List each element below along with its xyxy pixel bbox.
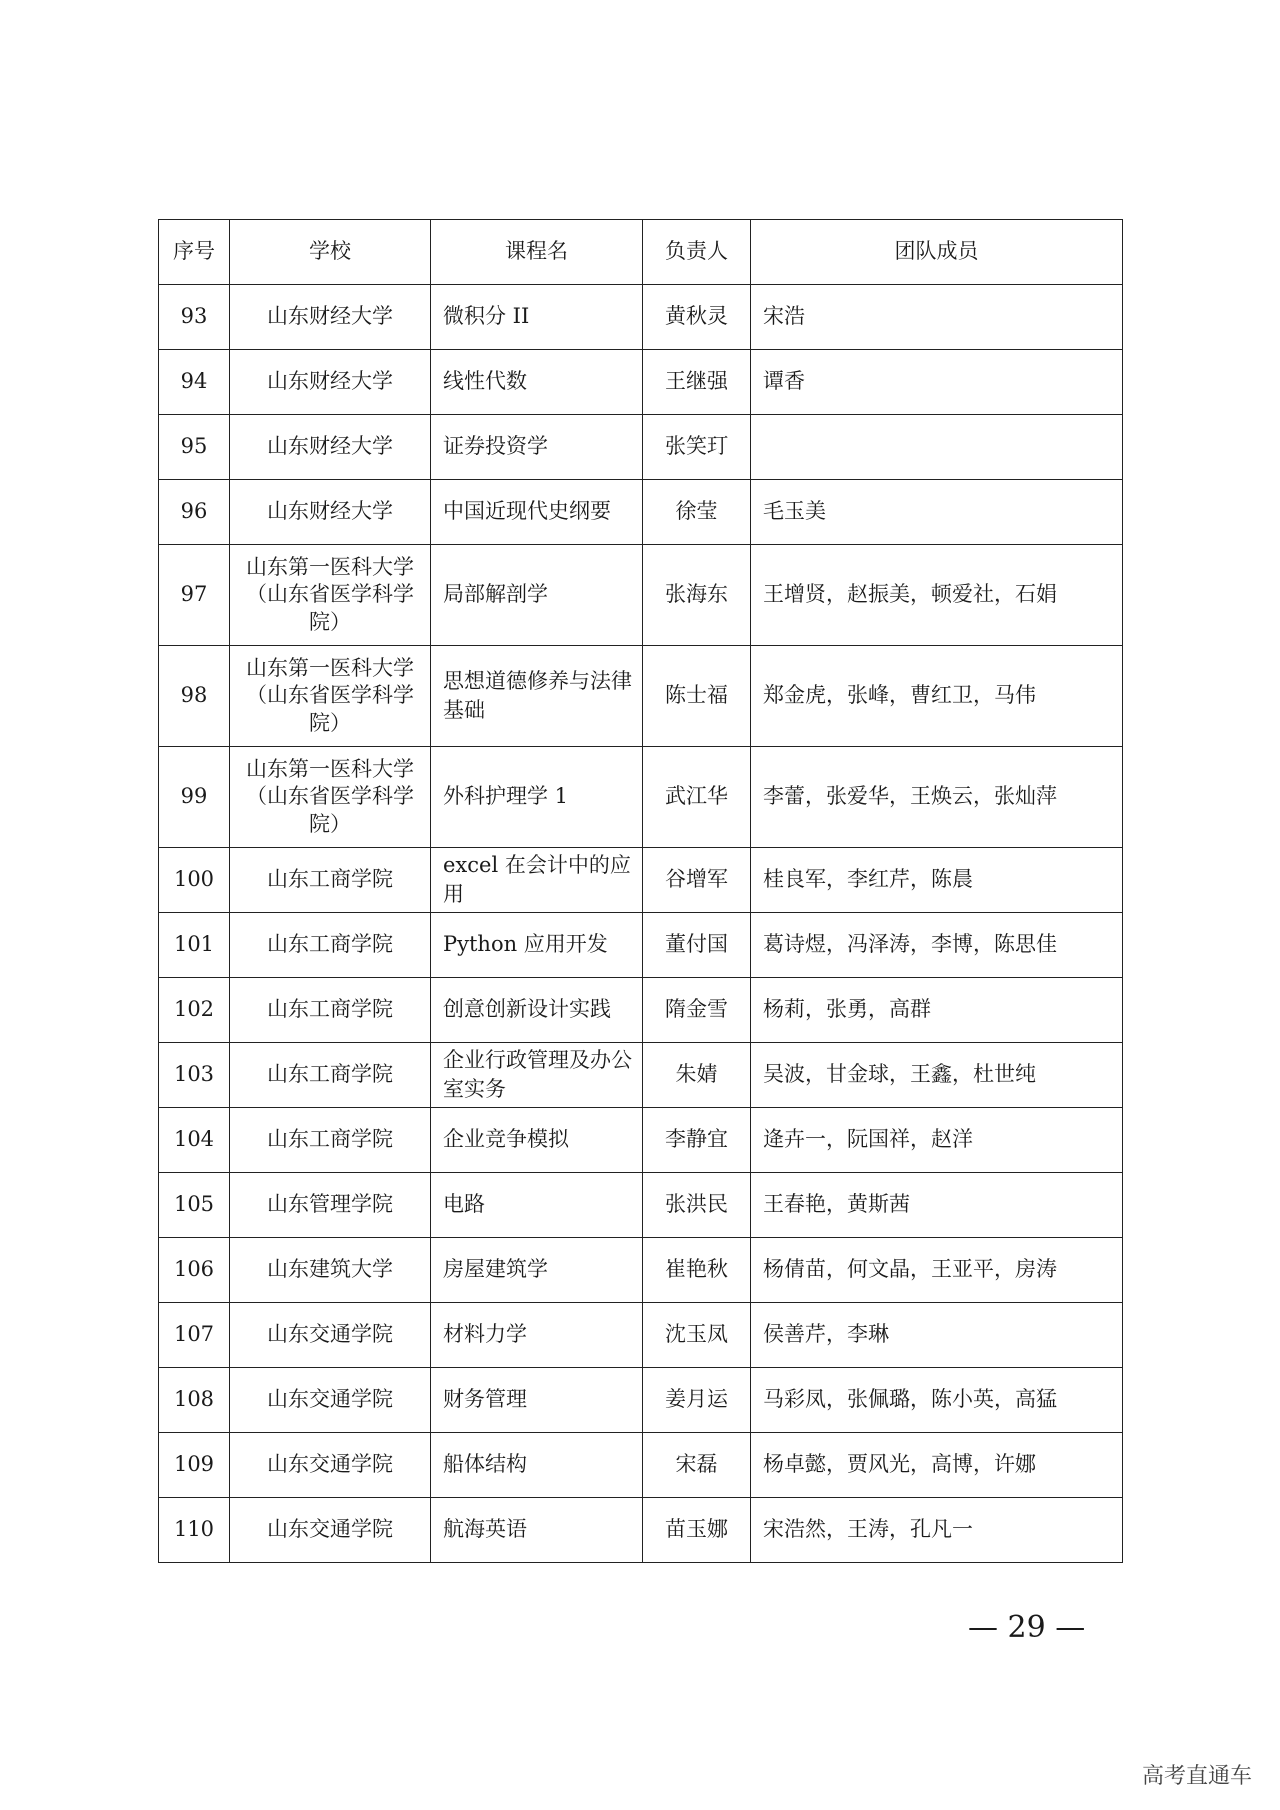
cell-course: 船体结构 xyxy=(431,1433,643,1498)
cell-leader: 姜月运 xyxy=(643,1368,751,1433)
cell-no: 103 xyxy=(159,1043,230,1108)
cell-course: 企业行政管理及办公室实务 xyxy=(431,1043,643,1108)
cell-members: 逄卉一，阮国祥，赵洋 xyxy=(751,1108,1123,1173)
cell-members: 杨莉，张勇，高群 xyxy=(751,978,1123,1043)
cell-members: 毛玉美 xyxy=(751,480,1123,545)
cell-leader: 苗玉娜 xyxy=(643,1498,751,1563)
cell-leader: 李静宜 xyxy=(643,1108,751,1173)
header-school: 学校 xyxy=(230,220,431,285)
cell-no: 106 xyxy=(159,1238,230,1303)
cell-leader: 谷增军 xyxy=(643,848,751,913)
cell-no: 107 xyxy=(159,1303,230,1368)
cell-leader: 董付国 xyxy=(643,913,751,978)
cell-school: 山东建筑大学 xyxy=(230,1238,431,1303)
cell-school: 山东管理学院 xyxy=(230,1173,431,1238)
cell-no: 93 xyxy=(159,285,230,350)
cell-course: Python 应用开发 xyxy=(431,913,643,978)
table-row xyxy=(159,480,1123,545)
cell-no: 99 xyxy=(159,747,230,848)
cell-leader: 张笑玎 xyxy=(643,415,751,480)
cell-no: 96 xyxy=(159,480,230,545)
cell-members: 桂良军，李红芹，陈晨 xyxy=(751,848,1123,913)
cell-leader: 陈士福 xyxy=(643,646,751,747)
header-course: 课程名 xyxy=(431,220,643,285)
cell-school: 山东工商学院 xyxy=(230,1108,431,1173)
cell-no: 101 xyxy=(159,913,230,978)
cell-leader: 隋金雪 xyxy=(643,978,751,1043)
cell-members: 吴波，甘金球，王鑫，杜世纯 xyxy=(751,1043,1123,1108)
table-row xyxy=(159,1433,1123,1498)
table-row xyxy=(159,913,1123,978)
cell-school: 山东交通学院 xyxy=(230,1433,431,1498)
cell-course: 中国近现代史纲要 xyxy=(431,480,643,545)
header-members: 团队成员 xyxy=(751,220,1123,285)
cell-school: 山东交通学院 xyxy=(230,1303,431,1368)
table-row xyxy=(159,747,1123,848)
cell-course: 电路 xyxy=(431,1173,643,1238)
table-row xyxy=(159,646,1123,747)
cell-course: 思想道德修养与法律基础 xyxy=(431,646,643,747)
table-row xyxy=(159,1303,1123,1368)
cell-members: 宋浩 xyxy=(751,285,1123,350)
cell-leader: 朱婧 xyxy=(643,1043,751,1108)
cell-leader: 武江华 xyxy=(643,747,751,848)
cell-members: 谭香 xyxy=(751,350,1123,415)
cell-school: 山东工商学院 xyxy=(230,913,431,978)
table-row xyxy=(159,978,1123,1043)
cell-course: 证券投资学 xyxy=(431,415,643,480)
cell-members: 王增贤，赵振美，顿爱社，石娟 xyxy=(751,545,1123,646)
cell-members: 杨倩苗，何文晶，王亚平，房涛 xyxy=(751,1238,1123,1303)
cell-leader: 崔艳秋 xyxy=(643,1238,751,1303)
cell-school: 山东工商学院 xyxy=(230,1043,431,1108)
cell-leader: 徐莹 xyxy=(643,480,751,545)
cell-no: 108 xyxy=(159,1368,230,1433)
cell-course: 微积分 II xyxy=(431,285,643,350)
cell-no: 94 xyxy=(159,350,230,415)
cell-members xyxy=(751,415,1123,480)
cell-course: 财务管理 xyxy=(431,1368,643,1433)
cell-school: 山东财经大学 xyxy=(230,350,431,415)
cell-no: 95 xyxy=(159,415,230,480)
cell-members: 葛诗煜，冯泽涛，李博，陈思佳 xyxy=(751,913,1123,978)
cell-school: 山东第一医科大学（山东省医学科学院） xyxy=(230,646,431,747)
table-row xyxy=(159,1173,1123,1238)
cell-course: excel 在会计中的应用 xyxy=(431,848,643,913)
table-row xyxy=(159,1368,1123,1433)
cell-no: 104 xyxy=(159,1108,230,1173)
table-row xyxy=(159,285,1123,350)
cell-school: 山东工商学院 xyxy=(230,978,431,1043)
table-row xyxy=(159,1108,1123,1173)
cell-no: 110 xyxy=(159,1498,230,1563)
cell-leader: 张海东 xyxy=(643,545,751,646)
cell-members: 王春艳，黄斯茜 xyxy=(751,1173,1123,1238)
cell-course: 局部解剖学 xyxy=(431,545,643,646)
cell-leader: 王继强 xyxy=(643,350,751,415)
cell-leader: 宋磊 xyxy=(643,1433,751,1498)
cell-no: 97 xyxy=(159,545,230,646)
cell-members: 马彩凤，张佩璐，陈小英，高猛 xyxy=(751,1368,1123,1433)
cell-members: 李蕾，张爱华，王焕云，张灿萍 xyxy=(751,747,1123,848)
cell-school: 山东财经大学 xyxy=(230,285,431,350)
cell-course: 航海英语 xyxy=(431,1498,643,1563)
table-row xyxy=(159,1043,1123,1108)
table-row xyxy=(159,545,1123,646)
cell-no: 102 xyxy=(159,978,230,1043)
course-table xyxy=(158,219,1123,1563)
watermark: 高考直通车 xyxy=(1141,1764,1252,1789)
cell-course: 房屋建筑学 xyxy=(431,1238,643,1303)
header-row xyxy=(159,220,1123,285)
cell-leader: 沈玉凤 xyxy=(643,1303,751,1368)
table-row xyxy=(159,350,1123,415)
cell-course: 创意创新设计实践 xyxy=(431,978,643,1043)
header-no: 序号 xyxy=(159,220,230,285)
cell-school: 山东第一医科大学（山东省医学科学院） xyxy=(230,545,431,646)
cell-school: 山东财经大学 xyxy=(230,415,431,480)
cell-no: 105 xyxy=(159,1173,230,1238)
cell-course: 材料力学 xyxy=(431,1303,643,1368)
cell-course: 企业竞争模拟 xyxy=(431,1108,643,1173)
table-row xyxy=(159,1498,1123,1563)
cell-no: 100 xyxy=(159,848,230,913)
cell-no: 98 xyxy=(159,646,230,747)
cell-leader: 张洪民 xyxy=(643,1173,751,1238)
cell-school: 山东交通学院 xyxy=(230,1368,431,1433)
cell-members: 宋浩然，王涛，孔凡一 xyxy=(751,1498,1123,1563)
cell-leader: 黄秋灵 xyxy=(643,285,751,350)
table-row xyxy=(159,415,1123,480)
header-leader: 负责人 xyxy=(643,220,751,285)
cell-school: 山东财经大学 xyxy=(230,480,431,545)
table-row xyxy=(159,848,1123,913)
cell-members: 侯善芹，李琳 xyxy=(751,1303,1123,1368)
cell-members: 郑金虎，张峰，曹红卫，马伟 xyxy=(751,646,1123,747)
cell-course: 线性代数 xyxy=(431,350,643,415)
cell-no: 109 xyxy=(159,1433,230,1498)
cell-school: 山东工商学院 xyxy=(230,848,431,913)
page-number: — 29 — xyxy=(968,1610,1086,1645)
cell-course: 外科护理学 1 xyxy=(431,747,643,848)
table-row xyxy=(159,1238,1123,1303)
cell-school: 山东第一医科大学（山东省医学科学院） xyxy=(230,747,431,848)
cell-members: 杨卓懿，贾风光，高博，许娜 xyxy=(751,1433,1123,1498)
cell-school: 山东交通学院 xyxy=(230,1498,431,1563)
